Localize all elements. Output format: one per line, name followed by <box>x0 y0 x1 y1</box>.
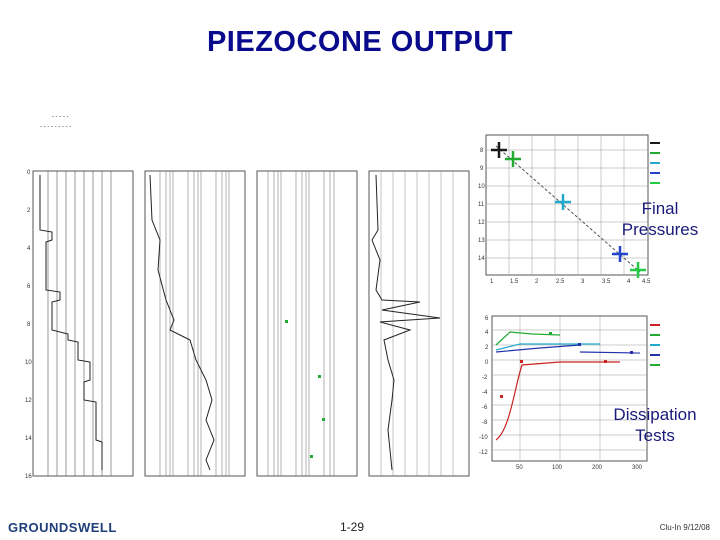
final-pressure-x-ticks <box>490 279 651 285</box>
y-tick: 14 <box>478 256 485 262</box>
dissipation-tests-callout: Dissipation Tests <box>613 405 697 445</box>
y-tick: -4 <box>482 390 488 396</box>
depth-tick: 14 <box>25 436 32 442</box>
x-tick: 2 <box>535 279 539 285</box>
y-tick: -2 <box>482 375 488 381</box>
dissipation-y-ticks <box>479 316 489 456</box>
y-tick: 11 <box>478 202 485 208</box>
legend-swatch <box>650 182 660 184</box>
dissipation-legend <box>650 324 660 366</box>
legend-swatch <box>650 364 660 366</box>
legend-swatch <box>650 152 660 154</box>
panel-header-2: - - - - - - - - - <box>40 124 72 130</box>
x-tick: 3.5 <box>602 279 611 285</box>
y-tick: 8 <box>480 148 484 154</box>
depth-tick: 12 <box>25 398 32 404</box>
y-tick: 9 <box>480 166 484 172</box>
dissipation-x-ticks <box>516 465 643 471</box>
legend-swatch <box>650 344 660 346</box>
x-tick: 1.5 <box>510 279 519 285</box>
y-tick: -12 <box>479 450 488 456</box>
depth-tick: 0 <box>27 170 31 176</box>
y-tick: 13 <box>478 238 485 244</box>
x-tick: 2.5 <box>556 279 565 285</box>
depth-tick: 16 <box>25 474 32 480</box>
depth-tick: 4 <box>27 246 31 252</box>
panel-friction-ratio <box>145 171 245 476</box>
x-tick: 300 <box>632 465 643 471</box>
final-pressure-y-ticks <box>478 148 485 262</box>
legend-swatch <box>650 334 660 336</box>
footer-date: Clu-In 9/12/08 <box>659 523 710 532</box>
legend-swatch <box>650 354 660 356</box>
legend-swatch <box>650 162 660 164</box>
depth-tick-labels <box>25 170 32 480</box>
legend-swatch <box>650 324 660 326</box>
y-tick: -8 <box>482 420 488 426</box>
depth-tick: 10 <box>25 360 32 366</box>
y-tick: 12 <box>478 220 485 226</box>
y-tick: -6 <box>482 405 488 411</box>
slide-title: PIEZOCONE OUTPUT <box>206 26 514 58</box>
x-tick: 200 <box>592 465 603 471</box>
panel-header-1: - - - - - <box>52 114 69 120</box>
panel-tip-resistance <box>257 171 357 476</box>
y-tick: 4 <box>485 330 489 336</box>
y-tick: 10 <box>478 184 485 190</box>
final-pressure-legend <box>650 142 660 184</box>
x-tick: 50 <box>516 465 523 471</box>
y-tick: 6 <box>485 316 489 322</box>
legend-swatch <box>650 142 660 144</box>
panel-pore-pressure <box>369 171 469 476</box>
y-tick: -10 <box>479 435 488 441</box>
groundswell-logo: GROUNDSWELL <box>8 520 117 535</box>
y-tick: 0 <box>485 360 489 366</box>
x-tick: 4.5 <box>642 279 651 285</box>
final-pressures-callout: Final Pressures <box>621 199 699 239</box>
legend-swatch <box>650 172 660 174</box>
panel-frame <box>257 171 357 476</box>
page-number: 1-29 <box>340 520 365 534</box>
x-tick: 4 <box>627 279 631 285</box>
depth-tick: 2 <box>27 208 31 214</box>
depth-tick: 8 <box>27 322 31 328</box>
x-tick: 1 <box>490 279 494 285</box>
panel-dissipation-tests <box>479 316 660 471</box>
x-tick: 100 <box>552 465 563 471</box>
panel-soil-classification <box>33 114 133 476</box>
depth-tick: 6 <box>27 284 31 290</box>
y-tick: 2 <box>485 345 489 351</box>
x-tick: 3 <box>581 279 585 285</box>
